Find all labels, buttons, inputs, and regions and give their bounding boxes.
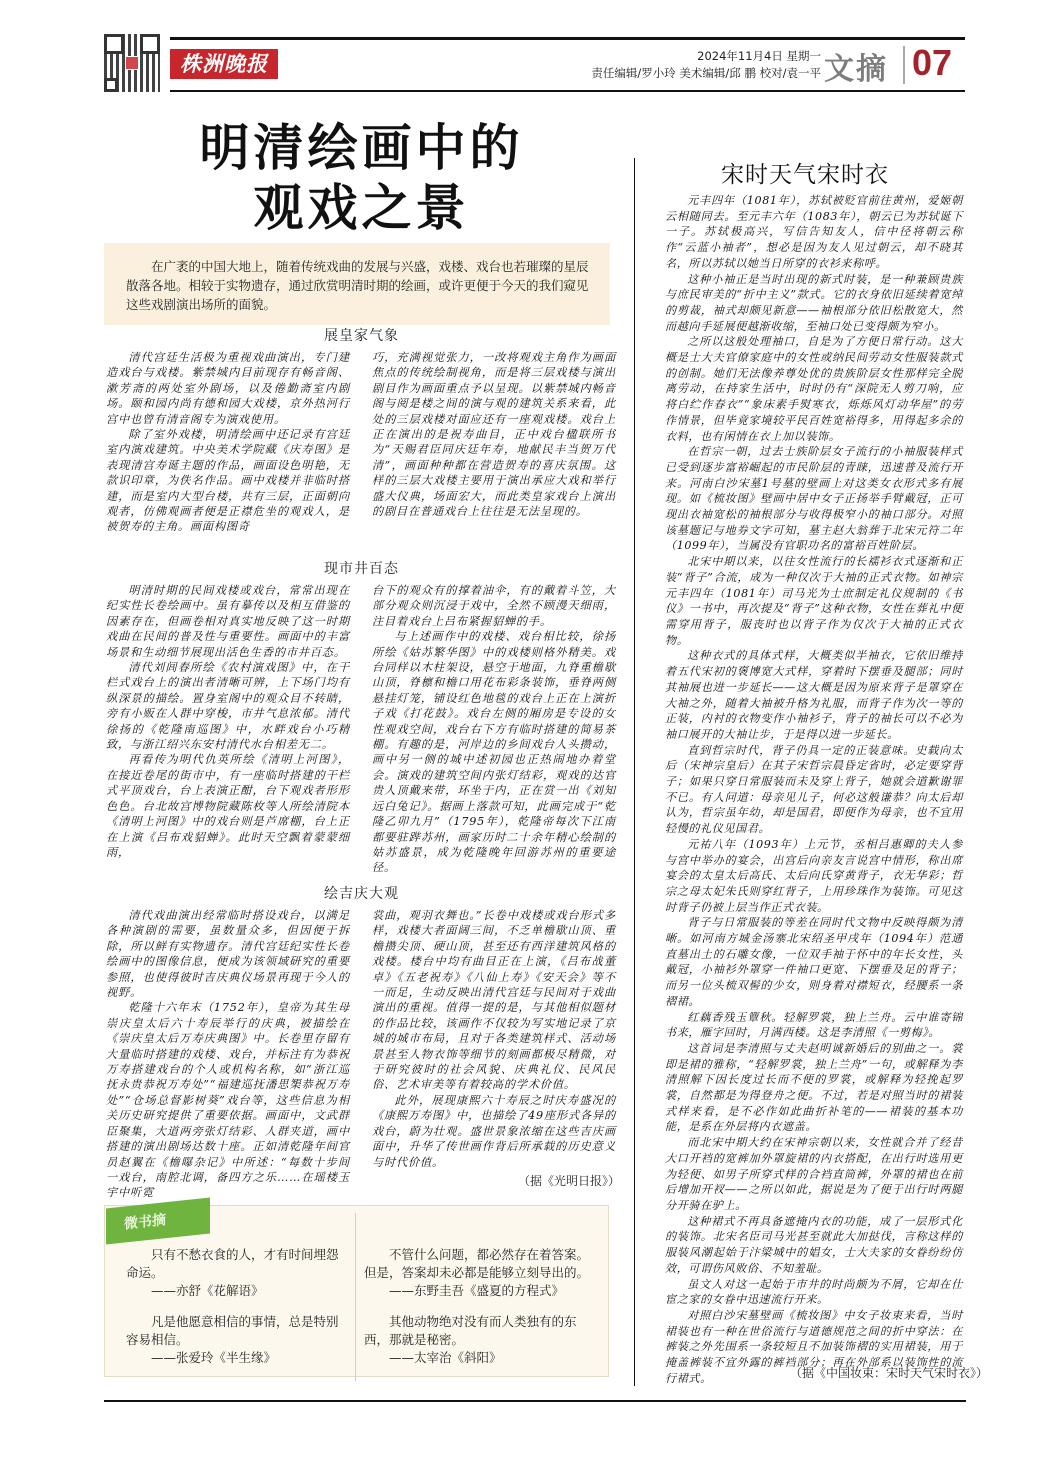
paragraph: 台下的观众有的撑着油伞，有的戴着斗笠，大部分观众则沉浸于戏中，全然不顾漫天细雨，注目着戏台上吕布紧握貂蝉的手。 bbox=[372, 584, 616, 628]
paragraph: 乾隆十六年末（1752年），皇帝为其生母崇庆皇太后六十寿辰举行的庆典，被描绘在《崇庆皇太后万寿庆典图》中。长卷里存留有大量临时搭建的戏楼、戏台，并标注有为恭祝万寿搭建戏台的个人或机构名称，如“浙江巡抚永贵恭祝万寿处”“福建巡抚潘思榘恭祝万寿处”“仓场总督影树葵”戏台等，这些信息为相关历史研究提供了重要依据。画面中，文武群臣聚集，大道两旁张灯结彩、人群夹道，画中搭建的演出剧场达数十座。正如清乾隆年间官员赵翼在《檐曝杂记》中所述：“每数十步间一戏台，南腔北调，备四方之乐……在瑶楼玉宇中听霓 bbox=[106, 1001, 350, 1200]
paragraph: 元祐八年（1093年）上元节，丞相吕惠卿的夫人参与宫中举办的宴会，出宫后向亲友言说宫中情形，称出席宴会的太皇太后高氏、太后向氏穿黄背子，衣无华彩；哲宗之母太妃朱氏则穿红背子，上用珍珠作为装饰。可见这时背子仍被上层当作正式衣装。 bbox=[665, 837, 963, 914]
quote-text: 只有不愁衣食的人，才有时间埋怨命运。 bbox=[126, 1247, 339, 1280]
section-heading: 展皇家气象 bbox=[324, 328, 399, 344]
article-lead: 在广袤的中国大地上，随着传统戏曲的发展与兴盛，戏楼、戏台也若璀璨的星辰散落各地。相较于实物遗存，通过欣赏明清时期的绘画，或许更便于今天的我们窥见这些戏剧演出场所的面貌。 bbox=[104, 243, 610, 325]
paragraph: 再看传为明代仇英所绘《清明上河图》，在接近卷尾的街市中，有一座临时搭建的干栏式平顶戏台，台上表演正酣，台下观戏者形形色色。台北故宫博物院藏陈枚等人所绘清院本《清明上河图》中的戏台则是芦席棚，台上正在上演《吕布戏貂蝉》。此时天空飘着蒙蒙细雨， bbox=[106, 753, 350, 859]
section-columns bbox=[106, 350, 616, 535]
text-column bbox=[372, 908, 616, 1201]
newspaper-logo: 株洲晚报 bbox=[170, 49, 278, 79]
side-article-source: （据《中国妆束：宋时天气宋时衣》） bbox=[790, 1366, 989, 1380]
quote-box-fold bbox=[355, 1213, 356, 1381]
issue-date: 2024年11月4日 星期一 bbox=[697, 49, 821, 63]
text-column bbox=[372, 583, 616, 876]
quote-attribution: ——东野圭吾《盛夏的方程式》 bbox=[389, 1283, 565, 1298]
paragraph: 巧，充满视觉张力，一改将观戏主角作为画面焦点的传统绘制视角，而是将三层戏楼与演出剧目作为画面重点予以呈现。以紫禁城内畅音阁与阅是楼之间的演与观的建筑关系来看，此处的三层戏楼对面应还有一座观戏楼。戏台上正在演出的是祝寿曲目，正中戏台楹联所书为“天赐君臣同庆廷年寿，地献民丰当贺万代清”，画面种种都在营造贺寿的喜庆氛围。这样的三层大戏楼主要用于演出承应大戏和举行盛大仪典，场面宏大，而此类皇家戏台上演出的剧目在普通戏台上往往是无法呈现的。 bbox=[372, 351, 616, 519]
footer-rule bbox=[104, 1400, 966, 1402]
section-heading: 现市井百态 bbox=[324, 561, 399, 577]
paragraph: 直到哲宗时代，背子仍具一定的正装意味。史载向太后（宋神宗皇后）在其子宋哲宗晨昏定省时，必定要穿背子；如果只穿日常服装而未及穿上背子，她就会道歉谢罪不已。有人问道：母亲见儿子，何必这般谦恭？向太后却认为，哲宗虽年幼，却是国君，即便作为母亲，也不宜用轻慢的礼仪见国君。 bbox=[665, 743, 963, 836]
page-number: 07 bbox=[912, 42, 953, 83]
paragraph: 元丰四年（1081年），苏轼被贬官前往黄州，爱姬朝云相随同去。至元丰六年（1083年），朝云已为苏轼诞下一子。苏轼极高兴，写信告知友人，信中径将朝云称作“云蓝小袖者”，想必是因为友人见过朝云，却不晓其名，所以苏轼以她当日所穿的衣衫来称呼。 bbox=[665, 194, 963, 270]
quote-box-tag: 微书摘 bbox=[106, 1198, 210, 1245]
qr-code-icon bbox=[104, 34, 160, 92]
paragraph: 对照白沙宋墓壁画《梳妆图》中女子妆束来看，当时裙装也有一种在世俗流行与道德规范之间的折中穿法：在裤装之外先围系一条较短且不加装饰褶的实用裙装，用于掩盖裤装不宜外露的裤裆部分；再在外部系以装饰性的流行裙式。 bbox=[665, 1308, 963, 1385]
paragraph: 而北宋中期大约在宋神宗朝以来，女性就合并了经昔大口开裆的宽裤加外罩旋裙的内衣搭配，在出行时选用更为轻便、如男子所穿式样的合裆直筒裤，外罩的裙也在前后增加开衩——之所以如此，据说是为了便于出行时两腿分开骑在驴上。 bbox=[665, 1136, 963, 1212]
quote-attribution: ——亦舒《花解语》 bbox=[151, 1283, 264, 1298]
quote-attribution: ——太宰治《斜阳》 bbox=[389, 1350, 502, 1365]
section-columns bbox=[106, 908, 616, 1201]
paragraph: 背子与日常服装的等差在同时代文物中反映得颇为清晰。如河南方城金汤寨北宋绍圣甲戌年（1094年）范通直墓出土的石雕女像，一位双手袖于怀中的年长女性，头戴冠，小袖衫外罩穿一件袖口更宽、下摆垂及足的背子；而另一位头梳双髻的少女，则身着对襟短衣，经腰系一条褶裙。 bbox=[665, 916, 963, 1008]
header-info bbox=[591, 48, 821, 82]
paragraph: 之所以这般处理袖口，自是为了方便日常行动。这大概是士大夫官僚家庭中的女性或纳民间劳动女性服装款式的创制。她们无法像养尊处优的贵族阶层女性那样完全脱离劳动，在持家生活中，时时仍有“深院无人剪刀响，应将白纻作春衣”“象床素手熨寒衣，烁烁风灯动华屋”的劳作情景，但毕竟家境较平民百姓宽裕得多，用得起多余的衣料，也有闲情在衣上加以装饰。 bbox=[665, 335, 963, 443]
paragraph: 这种衣式的具体式样，大概类似半袖衣，它依旧维持着五代宋初的褒博宽大式样，穿着时下摆垂及腿部；同时其袖展也进一步延长——这大概是因为原来背子是罩穿在大袖之外，随着大袖被升格为礼服，而背子作为次一等的正装，内衬的衣物变作小袖衫子，背子的袖长可以不必为袖口展开的大袖让步，于是得以进一步延长。 bbox=[665, 649, 963, 741]
paragraph: 清代宫廷生活极为重视戏曲演出，专门建造戏台与戏楼。紫禁城内目前现存有畅音阁、漱芳斋的两处室外剧场，以及倦勤斋室内剧场。颐和园内尚有德和园大戏楼，京外热河行宫中也曾有清音阁专为演戏使用。 bbox=[106, 351, 350, 426]
column-divider bbox=[634, 158, 635, 1386]
quote-attribution: ——张爱玲《半生缘》 bbox=[151, 1350, 277, 1365]
quote-item bbox=[126, 1246, 348, 1300]
quote-item bbox=[126, 1313, 348, 1367]
editor-credits: 责任编辑/罗小玲 美术编辑/邱 鹏 校对/袁一平 bbox=[591, 66, 821, 80]
paragraph: 北宋中期以来，以往女性流行的长襦衫衣式逐渐和正装“背子”合流，成为一种仅次于大袖的正式衣物。如神宗元丰四年（1081年）司马光为士庶制定礼仪规制的《书仪》一书中，再次提及“背子”这种衣物，女性在葬礼中便需穿用背子，服丧时也以背子作为仅次于大袖的正式衣物。 bbox=[665, 555, 963, 647]
paragraph: 这种裙式不再具备遮掩内衣的功能，成了一层形式化的装饰。北宋名臣司马光甚至就此大加挞伐，言称这样的服装风潮起始于汴梁城中的娼女，士大夫家的女眷纷纷仿效，可谓伤风败俗、不知羞耻。 bbox=[665, 1214, 963, 1275]
quote-item bbox=[364, 1313, 592, 1367]
paragraph: 清代戏曲演出经常临时搭设戏台，以满足各种演剧的需要，虽数量众多，但因便于拆除，所以鲜有实物遗存。清代宫廷纪实性长卷绘画中的图像信息，便成为该领域研究的重要参照，也使得彼时吉庆典仪场景再现于今人的视野。 bbox=[106, 909, 350, 1000]
header-rule-bottom bbox=[170, 90, 965, 92]
side-article-body bbox=[665, 193, 963, 1386]
section-columns bbox=[106, 583, 616, 876]
quote-text: 凡是他愿意相信的事情，总是特别容易相信。 bbox=[126, 1314, 339, 1347]
header-divider bbox=[903, 46, 905, 84]
article-title-line: 观戏之景 bbox=[253, 179, 470, 237]
quote-text: 不管什么问题，都必然存在着答案。但是，答案却未必都是能够立刻导出的。 bbox=[364, 1247, 590, 1280]
paragraph: 与上述画作中的戏楼、戏台相比较，徐扬所绘《姑苏繁华图》中的戏楼则格外精美。戏台同样以木柱架设，悬空于地面，九脊重檐歇山顶，脊檩和檐口用花布彩条装饰，垂脊两侧悬挂灯笼，铺设红色地毯的戏台上正在上演折子戏《打花鼓》。戏台左侧的厢房是专设的女性观戏空间，戏台右下方有临时搭建的简易茶棚。有趣的是，河岸边的乡间戏台人头攒动，画中另一侧的城中述初园也正热闹地办着堂会。演戏的建筑空间内张灯结彩，观戏的达官贵人顶戴来带，环坐于内，正在赏一出《刘知远白兔记》。据画上落款可知，此画完成于“乾隆乙卯九月”（1795年），乾隆帝每次下江南都要驻跸苏州，画家历时二十余年精心绘制的姑苏盛景，成为乾隆晚年回游苏州的重要途径。 bbox=[372, 630, 616, 875]
header-rule-top bbox=[170, 37, 965, 40]
section-name: 文摘 bbox=[824, 52, 888, 87]
paragraph: 虽文人对这一起始于市井的时尚颇为不屑，它却在仕宦之家的女眷中迅速流行开来。 bbox=[665, 1277, 963, 1307]
article-source: （据《光明日报》） bbox=[518, 1174, 621, 1188]
paragraph: 明清时期的民间戏楼或戏台，常常出现在纪实性长卷绘画中。虽有摹传以及相互借鉴的因素存在，但画卷相对真实地反映了这一时期戏曲在民间的普及性与重要性。画面中的丰富场景和生动细节展现出活色生香的市井百态。 bbox=[106, 584, 350, 659]
paragraph: 这首词是李清照与丈夫赵明诚新婚后的别曲之一。裳即是裙的雅称，“轻解罗裳，独上兰舟”一句，或解释为李清照解下因长度过长而不便的罗裳，或解释为轻挽起罗裳，自然都是为得登舟之便。不过，若是对照当时的裙装式样来看，是不必作如此曲折补笔的——裙装的基本功能，是系在外层将内衣遮盖。 bbox=[665, 1041, 963, 1134]
quote-item bbox=[364, 1246, 592, 1300]
article-title bbox=[104, 118, 619, 238]
quote-text: 其他动物绝对没有而人类独有的东西，那就是秘密。 bbox=[364, 1314, 577, 1347]
paragraph: 此外，展现康熙六十寿辰之时庆寿盛况的《康熙万寿图》中，也描绘了49座形式各异的戏台，蔚为壮观。盛世景象浓缩在这些吉庆画面中，升华了传世画作背后所承载的历史意义与时代价值。 bbox=[372, 1093, 616, 1169]
paragraph: 裳曲，观羽衣舞也。”长卷中戏楼或戏台形式多样，戏楼大者面阔三间，不乏单檐歇山顶、重檐攒尖顶、硬山顶，甚至还有西洋建筑风格的戏楼。楼台中均有曲目正在上演，《吕布战董卓》《五老祝寿》《八仙上寿》《安天会》等不一而足，生动反映出清代宫廷与民间对于戏曲演出的重视。值得一提的是，与其他相似题材的作品比较，该画作不仅较为写实地记录了京城的城市布局，且对于各类建筑样式、活动场景甚至人物衣饰等细节的刻画都极尽精微，对于研究彼时的社会风貌、庆典礼仪、民风民俗、艺术审美等有着较高的学术价值。 bbox=[372, 909, 616, 1092]
article-title-line: 明清绘画中的 bbox=[199, 119, 524, 177]
section-heading: 绘吉庆大观 bbox=[324, 886, 399, 902]
text-column bbox=[372, 350, 616, 535]
paragraph: 除了室外戏楼，明清绘画中还记录有宫廷室内演戏建筑。中央美术学院藏《庆寿图》是表现清宫寿诞主题的作品，画面设色明艳，无款识印章，为佚名作品。画中戏楼并非临时搭建，而是室内大型台楼，共有三层，正面朝向观者，仿佛观画者便是正襟危坐的观戏人，是被贺寿的主角。画面构图奇 bbox=[106, 428, 350, 534]
paragraph: 在哲宗一朝，过去士族阶层女子流行的小袖服装样式已受到逐步富裕崛起的市民阶层的青睐，迅速普及流行开来。河南白沙宋墓1号墓的壁画上对这类女衣形式多有展现。如《梳妆图》壁画中居中女子正扬举手臂戴冠，正可现出衣袖宽松的袖根部分与收得极窄小的袖口部分。对照该墓题记与地券文字可知，墓主赵大翁葬于北宋元符二年（1099年），当属没有官职功名的富裕百姓阶层。 bbox=[665, 445, 963, 553]
paragraph: 清代刘闾春所绘《农村演戏图》中，在干栏式戏台上的演出者清晰可辨，上下场门均有纵深景的描绘。置身室阁中的观众目不转睛，旁有小贩在人群中穿梭，市井气息浓郁。清代徐扬的《乾隆南巡图》中，水畔戏台小巧精致，与浙江绍兴东安村清代水台相差无二。 bbox=[106, 661, 350, 752]
paragraph: 红藕香残玉簟秋。轻解罗裳，独上兰舟。云中谁寄锦书来，雁字回时，月满西楼。这是李清照《一剪梅》。 bbox=[665, 1010, 963, 1040]
paragraph: 这种小袖正是当时出现的新式时装，是一种兼顾贵族与庶民审美的“折中主义”款式。它的衣身依旧延续着宽绰的剪裁，袖式却颇见新意——袖根部分依旧松散宽大，然而越向手延展便越渐收缩，至袖口处已变得颇为窄小。 bbox=[665, 272, 963, 333]
text-column bbox=[106, 583, 350, 876]
text-column bbox=[106, 350, 350, 535]
text-column bbox=[106, 908, 350, 1201]
side-article-title: 宋时天气宋时衣 bbox=[721, 162, 889, 188]
